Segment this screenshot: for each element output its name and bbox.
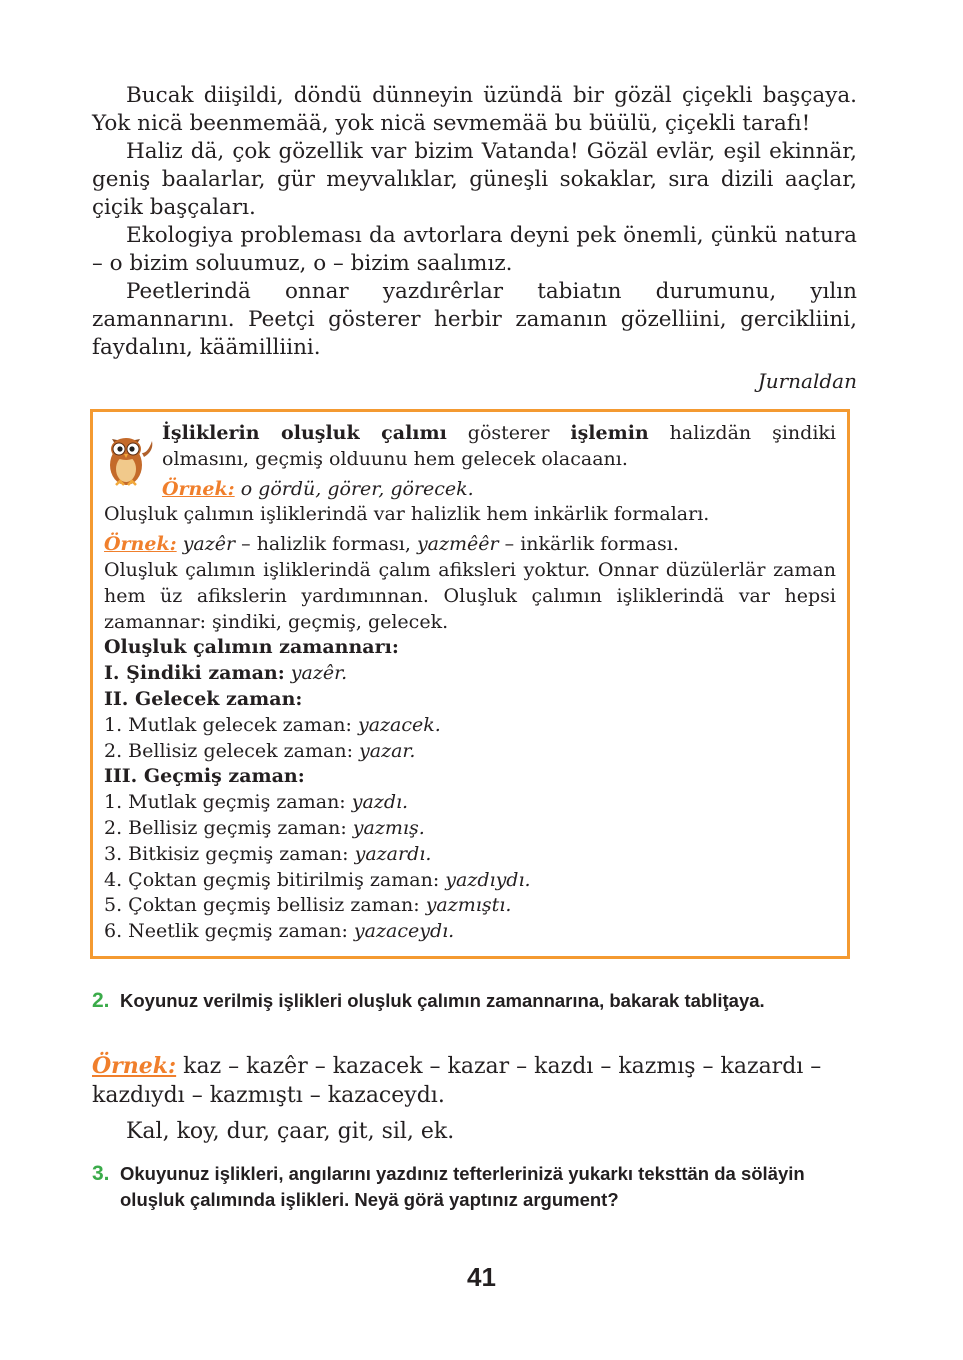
list-item: 1. Mutlak gelecek zaman: yazacek. [104, 713, 441, 736]
rule-definition: İşliklerin oluşluk çalımı gösterer işlemin halizdän şindiki olmasını, geçmiş olduunu hem gelecek olacaanı. [162, 422, 836, 470]
example-label: Örnek: [104, 533, 177, 556]
owl-icon [104, 427, 156, 489]
affix-line: Oluşluk çalımın işliklerindä çalım afiksleri yoktur. Onnar düzülerlär zaman hem üz afikslerin yardımınnan. Oluşluk çalımın işliklerindä var hepsi zamannar: şindiki, geçmiş, gelecek. [104, 558, 836, 633]
reading-text [92, 82, 857, 395]
task-2-instruction: 2. Koyunuz verilmiş işlikleri oluşluk çalımın zamannarına, bakarak tabliţaya. [92, 989, 765, 1012]
paragraph-3: Ekologiya probleması da avtorlara deyni pek önemli, çünkü natura – o bizim soluumuz, o – bizim saalımız. [92, 223, 857, 276]
task-number: 2. [92, 989, 110, 1012]
paragraph-1: Bucak diişildi, döndü dünneyin üzündä bir gözäl çiçekli başçaya. Yok nicä beenmemää, yok nicä sevmemää bu büülü, çiçekli tarafı! [92, 83, 857, 136]
list-item: 2. Bellisiz geçmiş zaman: yazmış. [104, 816, 425, 839]
paragraph-4: Peetlerindä onnar yazdırêrlar tabiatın durumunu, yılın zamannarını. Peetçi gösterer herbir zamanın gözelliini, gercikliini, faydalını, käämilliini. [92, 279, 857, 360]
present-tense: I. Şindiki zaman: yazêr. [104, 662, 348, 685]
example-1: Örnek: o gördü, görer, görecek. [162, 477, 474, 500]
list-item: 1. Mutlak geçmiş zaman: yazdı. [104, 791, 409, 814]
list-item: 5. Çoktan geçmiş bellisiz zaman: yazmıştı. [104, 894, 512, 917]
example-label: Örnek: [162, 477, 235, 500]
future-heading: II. Gelecek zaman: [104, 687, 303, 710]
page-number: 41 [467, 1262, 496, 1292]
example-label: Örnek: [92, 1053, 177, 1079]
list-item: 3. Bitkisiz geçmiş zaman: yazardı. [104, 842, 432, 865]
grammar-rule-box [90, 409, 850, 959]
source-attribution: Jurnaldan [757, 369, 857, 393]
list-item: 6. Neetlik geçmiş zaman: yazaceydı. [104, 920, 455, 943]
past-heading: III. Geçmiş zaman: [104, 765, 305, 788]
list-item: 2. Bellisiz gelecek zaman: yazar. [104, 739, 416, 762]
rule-intro [104, 421, 836, 502]
task-2-words: Kal, koy, dur, çaar, git, sil, ek. [126, 1119, 455, 1144]
task-3-instruction: 3. Okuyunuz işlikleri, angılarını yazdınız tefterlerinizä yukarkı teksttän da söläyin oluşluk çalımında işlikleri. Neyä görä yaptınız argument? [92, 1162, 805, 1210]
task-2-example: Örnek: kaz – kazêr – kazacek – kazar – kazdı – kazmış – kazardı – kazdıydı – kazmıştı – kazaceydı. [92, 1053, 822, 1108]
task-number: 3. [92, 1162, 110, 1185]
list-item: 4. Çoktan geçmiş bitirilmiş zaman: yazdıydı. [104, 868, 531, 891]
past-list [104, 790, 836, 945]
forms-line: Oluşluk çalımın işliklerindä var halizlik hem inkärlik formaları. [104, 503, 710, 526]
future-list [104, 713, 836, 765]
example-2: Örnek: yazêr – halizlik forması, yazmêêr – inkärlik forması. [104, 533, 679, 556]
tenses-heading: Oluşluk çalımın zamannarı: [104, 636, 399, 659]
paragraph-2: Haliz dä, çok gözellik var bizim Vatanda! Gözäl evlär, eşil ekinnär, geniş baalarlar, gür meyvalıklar, güneşli sokaklar, sıra dizili aaçlar, çiçik başçaları. [92, 139, 857, 220]
